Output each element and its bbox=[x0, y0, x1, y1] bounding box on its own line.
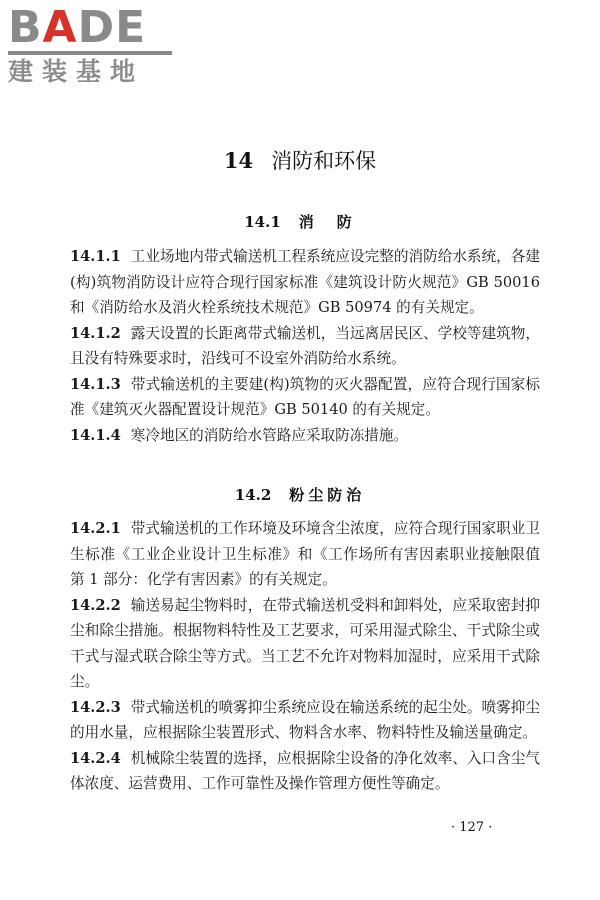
clause-number: 14.1.4 bbox=[70, 426, 121, 444]
clause-text: 带式输送机的喷雾抑尘系统应设在输送系统的起尘处。喷雾抑尘的用水量，应根据除尘装置形式、物料含水率、物料特性及输送量确定。 bbox=[70, 698, 540, 741]
clause bbox=[70, 593, 540, 695]
clause-text: 露天设置的长距离带式输送机，当远离居民区、学校等建筑物，且没有特殊要求时，沿线可不设室外消防给水系统。 bbox=[70, 324, 540, 367]
clause-text: 寒冷地区的消防给水管路应采取防冻措施。 bbox=[130, 426, 409, 444]
section-title bbox=[0, 484, 600, 506]
clause-text: 输送易起尘物料时，在带式输送机受料和卸料处，应采取密封抑尘和除尘措施。根据物料特性及工艺要求，可采用湿式除尘、干式除尘或干式与湿式联合除尘等方式。当工艺不允许对物料加湿时，应采用干式除尘。 bbox=[70, 596, 540, 690]
logo-subtitle: 建装基地 bbox=[8, 57, 145, 86]
clause bbox=[70, 244, 540, 321]
logo-letter-a-accent: A bbox=[42, 2, 78, 53]
section-number: 14.1 bbox=[244, 213, 281, 231]
section-number: 14.2 bbox=[234, 486, 272, 504]
clause-text: 带式输送机的工作环境及环境含尘浓度，应符合现行国家职业卫生标准《工业企业设计卫生标准》和《工作场所有害因素职业接触限值 第 1 部分：化学有害因素》的有关规定。 bbox=[70, 520, 555, 588]
logo-wordmark bbox=[8, 2, 176, 53]
clause-text: 工业场地内带式输送机工程系统应设完整的消防给水系统，各建(构)筑物消防设计应符合现行国家标准《建筑设计防火规范》GB 50016 和《消防给水及消火栓系统技术规范》GB 50974 的有关规定。 bbox=[70, 248, 540, 316]
chapter-number: 14 bbox=[223, 148, 254, 173]
clause-number: 14.2.1 bbox=[70, 520, 121, 537]
clause bbox=[70, 746, 540, 797]
clause-number: 14.2.4 bbox=[70, 749, 121, 767]
clause-text: 机械除尘装置的选择，应根据除尘设备的净化效率、入口含尘气体浓度、运营费用、工作可靠性及操作管理方便性等确定。 bbox=[70, 749, 540, 792]
logo bbox=[8, 2, 176, 86]
clause-number: 14.1.1 bbox=[70, 248, 121, 265]
section-clauses bbox=[70, 516, 555, 797]
clause-number: 14.2.2 bbox=[70, 596, 121, 614]
section-name: 粉尘防治 bbox=[289, 486, 366, 504]
clause-number: 14.2.3 bbox=[70, 698, 121, 716]
clause-number: 14.1.3 bbox=[70, 375, 121, 393]
chapter-title bbox=[0, 146, 600, 176]
section-name: 消 防 bbox=[298, 213, 356, 231]
clause bbox=[70, 372, 540, 423]
section-clauses bbox=[70, 244, 540, 448]
logo-letter-b: B bbox=[8, 2, 43, 53]
clause bbox=[70, 695, 540, 746]
section-title bbox=[0, 211, 600, 233]
logo-letters-de: DE bbox=[77, 2, 147, 53]
clause-number: 14.1.2 bbox=[70, 324, 121, 342]
clause-text: 带式输送机的主要建(构)筑物的灭火器配置，应符合现行国家标准《建筑灭火器配置设计规范》GB 50140 的有关规定。 bbox=[70, 375, 540, 418]
clause bbox=[70, 516, 555, 593]
chapter-name: 消防和环保 bbox=[271, 149, 377, 173]
clause bbox=[70, 321, 540, 372]
page-number: · 127 · bbox=[451, 820, 493, 835]
clause bbox=[70, 423, 540, 449]
